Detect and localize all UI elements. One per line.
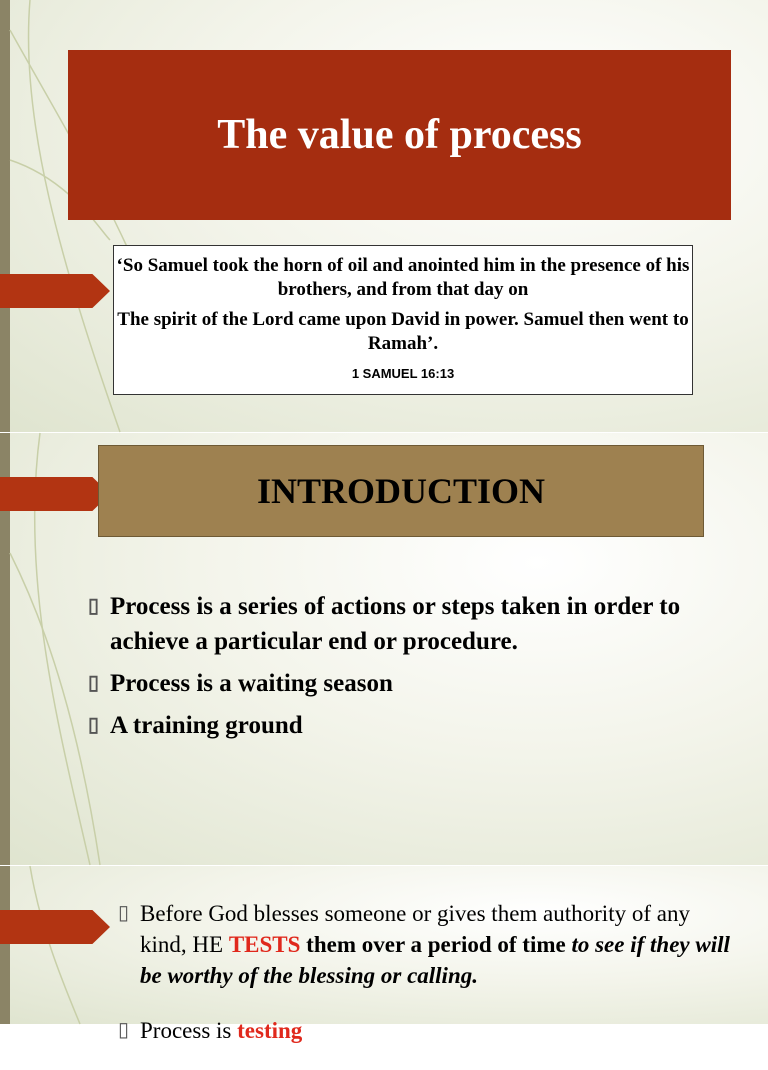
title-box: [68, 50, 731, 220]
slide-2: [0, 433, 768, 865]
tests-highlight: TESTS: [228, 932, 301, 957]
list-item: [118, 1015, 738, 1046]
list-item: [88, 708, 688, 743]
list-item: [88, 666, 688, 701]
arrow-marker: [0, 274, 110, 308]
section-heading: INTRODUCTION: [256, 471, 546, 511]
bullet-text: Process is a series of actions or steps taken in order to achieve a particular end or procedure.: [110, 593, 681, 655]
slide-title: The value of process: [217, 112, 582, 158]
bullet-text-bold-italic: to see if they will be worthy of the blessing or calling.: [140, 932, 730, 988]
bullet-icon: ▯: [118, 902, 130, 924]
bullet-icon: ▯: [88, 672, 100, 694]
bullet-icon: ▯: [88, 714, 100, 736]
list-item: [88, 589, 688, 659]
slide-1: [0, 0, 768, 432]
bullet-text-part: Before God blesses someone or gives them authority of any kind, HE: [140, 901, 690, 957]
quote-line-2: The spirit of the Lord came upon David in power. Samuel then went to Ramah’.: [117, 309, 689, 354]
introduction-box: [98, 445, 704, 537]
arrow-marker: [0, 477, 110, 511]
bullet-list: [118, 898, 738, 1070]
bullet-icon: ▯: [118, 1019, 130, 1041]
bullet-list: [88, 589, 688, 750]
list-item: [118, 898, 738, 991]
quote-reference: 1 SAMUEL 16:13: [351, 366, 455, 381]
quote-box: [113, 245, 693, 395]
bullet-text-bold: them over a period of time: [300, 932, 566, 957]
bullet-icon: ▯: [88, 595, 100, 617]
bullet-text: A training ground: [110, 712, 303, 739]
bullet-text-part: Process is: [140, 1018, 232, 1043]
slide-3: [0, 866, 768, 1043]
arrow-marker: [0, 910, 110, 944]
testing-highlight: testing: [237, 1018, 303, 1043]
bullet-text: Process is a waiting season: [110, 670, 393, 697]
quote-line-1: ‘So Samuel took the horn of oil and anointed him in the presence of his brothers, and from that day on: [116, 255, 690, 300]
